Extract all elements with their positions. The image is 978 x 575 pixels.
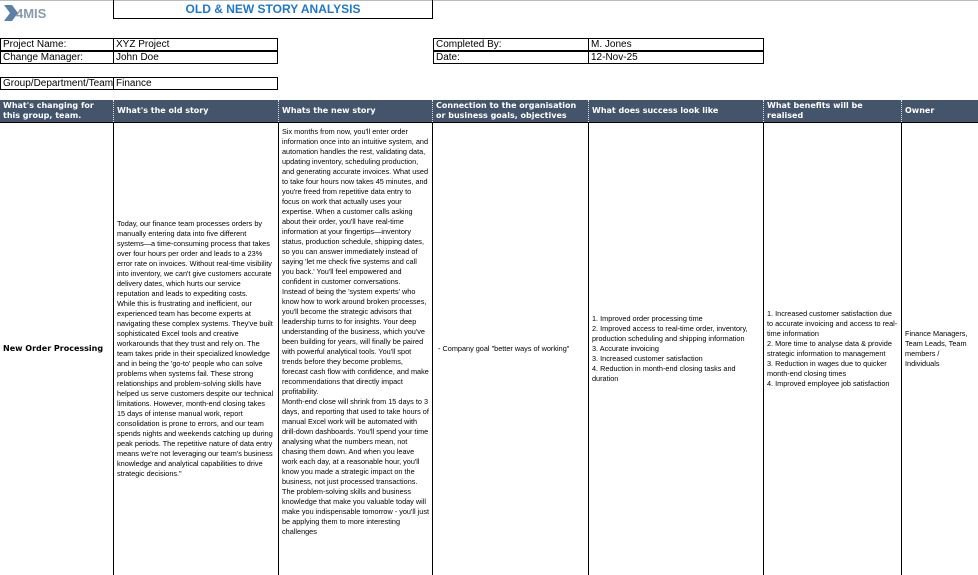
benefits-text: 1. Increased customer satisfaction due to accurate invoicing and access to real-time information 2. More time to analyse data & provide strategic information to management 3. Reduction in wages due to quicker month-end closing times 4. Improved employee job satisfaction [767, 309, 898, 388]
date-row [433, 51, 764, 64]
svg-text:4MIS: 4MIS [16, 6, 47, 21]
completed-by-label: Completed By: [434, 39, 589, 50]
header-benefits: What benefits will be realised [763, 100, 901, 122]
project-name-value[interactable]: XYZ Project [116, 39, 170, 50]
header-new-story: Whats the new story [278, 100, 432, 122]
old-story-text: Today, our finance team processes orders by manually entering data into five different systems—a time-consuming process that takes over four hours per order and leads to a 23% error rate on invoices. Without real-time visibility into inventory, we can't give customers accurate delivery dates, which hurts our service reputation and leads to expediting costs. While this is frustrating and inefficient, our experienced team has become experts at navigating these complex systems. They've built sophisticated Excel tools and creative workarounds that they trust and rely on. The team takes pride in their specialized knowledge and in being the 'go-to' people who can solve problems when systems fail. These strong relationships and problem-solving skills have helped us serve customers despite our technical limitations. However, month-end closing takes 15 days of intense manual work, report consolidation is prone to errors, and our team spends nights and weekends catching up during peak periods. The repetitive nature of data entry means we're not leveraging our team's business knowledge and analytical capabilities to drive strategic decisions." [117, 219, 274, 478]
change-text: New Order Processing [3, 344, 104, 353]
new-story-text: Six months from now, you'll enter order information once into an intuitive system, and automation handles the rest, validating data, updating inventory, scheduling production, and generating accurate invoices. What used to take four hours now takes 45 minutes, and you're freed from repetitive data entry to focus on work that actually uses your expertise. When a customer calls asking about their order, you'll have real-time information at your fingertips—inventory status, production schedule, shipping dates, so you can answer immediately instead of saying 'let me check five systems and call you back.' You'll feel empowered and confident in customer conversations. Instead of being the 'system experts' who know how to work around broken processes, you'll become the strategic advisors that leadership turns to for insights. Your deep understanding of the business, which you've been building for years, will finally be paired with powerful analytical tools. You'll spot trends before they become problems, forecast cash flow with confidence, and make recommendations that directly impact profitability. Month-end close will shrink from 15 days to 3 days, and reporting that used to take hours of manual Excel work will be automated with drill-down dashboards. You'll spend your time analysing what the numbers mean, not chasing them down. And when you leave work each day, at a reasonable hour, you'll know you made a strategic impact on the business, not just processed transactions. The problem-solving skills and business knowledge that make you valuable today will make you indispensable tomorrow - you'll just be applying them to more interesting challenges [282, 127, 429, 536]
project-name-row [0, 38, 278, 51]
date-label: Date: [434, 52, 589, 63]
cell-owner[interactable] [901, 123, 978, 575]
cell-connection[interactable] [432, 123, 588, 575]
change-manager-label: Change Manager: [1, 52, 114, 63]
date-value[interactable]: 12-Nov-25 [591, 52, 638, 63]
group-row [0, 77, 278, 90]
table-row [0, 123, 978, 575]
header-changing: What's changing for this group, team. [3, 100, 94, 120]
cell-new-story[interactable] [278, 123, 432, 575]
header-owner: Owner [901, 100, 978, 122]
header-old-story: What's the old story [113, 100, 278, 122]
group-label: Group/Department/Team [3, 78, 114, 89]
company-logo [2, 2, 62, 24]
cell-changing[interactable] [0, 123, 113, 575]
success-text: 1. Improved order processing time 2. Improved access to real-time order, inventory, production scheduling and shipping information 3. Accurate invoicing 3. Increased customer satisfaction 4. Reduction in month-end closing tasks and duration [592, 314, 748, 383]
header-success: What does success look like [588, 100, 763, 122]
project-name-label: Project Name: [1, 39, 114, 50]
owner-text: Finance Managers, Team Leads, Team members / Individuals [905, 329, 970, 368]
cell-benefits[interactable] [763, 123, 901, 575]
change-manager-row [0, 51, 278, 64]
connection-text: - Company goal "better ways of working" [436, 344, 570, 353]
cell-success[interactable] [588, 123, 763, 575]
cell-old-story[interactable] [113, 123, 278, 575]
header-connection: Connection to the organisation or business goals, objectives [432, 100, 588, 122]
completed-by-row [433, 38, 764, 51]
table-header [0, 100, 978, 123]
change-manager-value[interactable]: John Doe [116, 52, 159, 63]
completed-by-value[interactable]: M. Jones [591, 39, 632, 50]
group-value[interactable]: Finance [116, 78, 152, 89]
page-title: OLD & NEW STORY ANALYSIS [113, 0, 433, 19]
